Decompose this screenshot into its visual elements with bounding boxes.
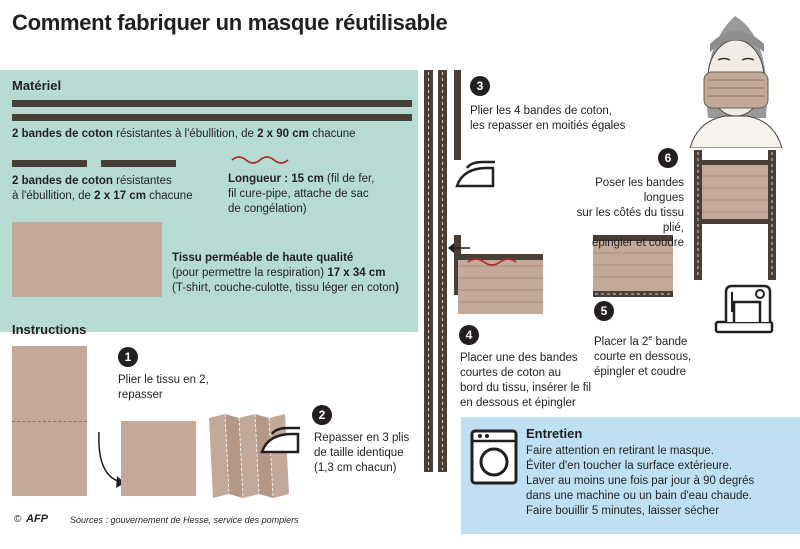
instructions-heading: Instructions (12, 322, 87, 337)
material-1-size: 2 x 90 cm (257, 128, 309, 140)
material-2-size: 2 x 17 cm (94, 190, 146, 202)
material-2-bold: 2 bandes de coton (12, 175, 113, 187)
material-item-2 (12, 174, 193, 204)
step-4-text (460, 351, 591, 411)
step-5-superscript: e (648, 335, 653, 342)
step-5-number: 5 (594, 301, 614, 321)
step-2-number: 2 (312, 405, 332, 425)
step-4-number: 4 (459, 325, 479, 345)
step-5-line: bande (652, 335, 688, 348)
step-5-line: Placer la 2 (594, 335, 649, 348)
material-4-text-end: ) (395, 282, 399, 294)
care-text (526, 444, 754, 519)
material-1-text: résistantes à l'ébullition, de (112, 128, 258, 140)
material-2-text-end: chacune (145, 190, 193, 202)
wire-icon (230, 154, 290, 166)
step-5-line: épingler et coudre (594, 365, 687, 378)
step-2-text (314, 431, 409, 476)
care-line: Laver au moins une fois par jour à 90 degrés (526, 475, 755, 487)
material-3-line-2: fil cure-pipe, attache de sac (228, 188, 369, 200)
step-3-number: 3 (470, 76, 490, 96)
person-mask-icon (680, 8, 790, 148)
care-line: Faire attention en retirant le masque. (526, 445, 714, 457)
step-5-line: courte en dessous, (594, 350, 692, 363)
step-3-text (470, 104, 625, 134)
iron-icon (258, 426, 306, 456)
fabric-swatch (12, 222, 162, 297)
material-item-3 (228, 172, 374, 217)
folded-fabric (121, 421, 196, 496)
copyright-symbol: © (14, 514, 22, 525)
fabric-with-wire (448, 240, 548, 320)
washing-machine-icon (470, 429, 518, 485)
step-1-number: 1 (118, 347, 138, 367)
step-3-line: les repasser en moitiés égales (470, 120, 626, 132)
material-2-text: résistantes (112, 175, 172, 187)
assembled-mask (690, 150, 780, 280)
step-2-line: Repasser en 3 plis (314, 432, 410, 444)
step-6-text (556, 176, 684, 251)
step-6-line: sur les côtés du tissu plié, (576, 207, 684, 234)
materials-heading: Matériel (12, 78, 62, 93)
step-4-line: courtes de coton au (460, 367, 562, 379)
step-4-line: bord du tissu, insérer le fil (460, 382, 592, 394)
afp-logo: AFP (26, 513, 48, 525)
step-3-line: Plier les 4 bandes de coton, (470, 105, 612, 117)
material-3-line-3: de congélation) (228, 203, 307, 215)
care-heading: Entretien (526, 426, 583, 441)
material-4-text: (pour permettre la respiration) (172, 267, 328, 279)
sources: Sources : gouvernement de Hesse, service des pompiers (70, 515, 299, 525)
step-2-line: (1,3 cm chacun) (314, 462, 397, 474)
step-5-text (594, 331, 691, 380)
care-line: dans une machine ou un bain d'eau chaude. (526, 490, 752, 502)
material-2-text-2: à l'ébullition, de (12, 190, 95, 202)
short-cotton-strip (12, 160, 87, 167)
material-3-text: (fil de fer, (323, 173, 375, 185)
page-title: Comment fabriquer un masque réutilisable (12, 10, 448, 35)
step-1-text (118, 373, 209, 403)
material-4-text-2: (T-shirt, couche-culotte, tissu léger en coton (172, 282, 396, 294)
step-6-line: épingler et coudre (591, 237, 684, 249)
step-4-line: Placer une des bandes (460, 352, 578, 364)
step-1-line: Plier le tissu en 2, (118, 374, 209, 386)
material-1-text-end: chacune (308, 128, 356, 140)
sewing-machine-icon (712, 282, 776, 334)
long-cotton-strip (12, 100, 412, 107)
step-4-line: en dessous et épingler (460, 397, 576, 409)
material-item-1 (12, 127, 356, 142)
material-1-bold: 2 bandes de coton (12, 128, 113, 140)
material-item-4 (172, 251, 399, 296)
material-3-bold: Longueur : 15 cm (228, 173, 324, 185)
short-cotton-strip (101, 160, 176, 167)
step-2-line: de taille identique (314, 447, 404, 459)
long-cotton-strip (12, 114, 412, 121)
care-line: Faire bouillir 5 minutes, laisser sécher (526, 505, 720, 517)
step-6-line: Poser les bandes longues (595, 177, 684, 204)
material-4-bold: Tissu perméable de haute qualité (172, 252, 354, 264)
material-4-size: 17 x 34 cm (327, 267, 386, 279)
iron-icon (452, 160, 502, 190)
step-6-number: 6 (658, 148, 678, 168)
care-line: Éviter d'en toucher la surface extérieure. (526, 460, 733, 472)
fold-line (12, 421, 87, 422)
step-1-line: repasser (118, 389, 163, 401)
